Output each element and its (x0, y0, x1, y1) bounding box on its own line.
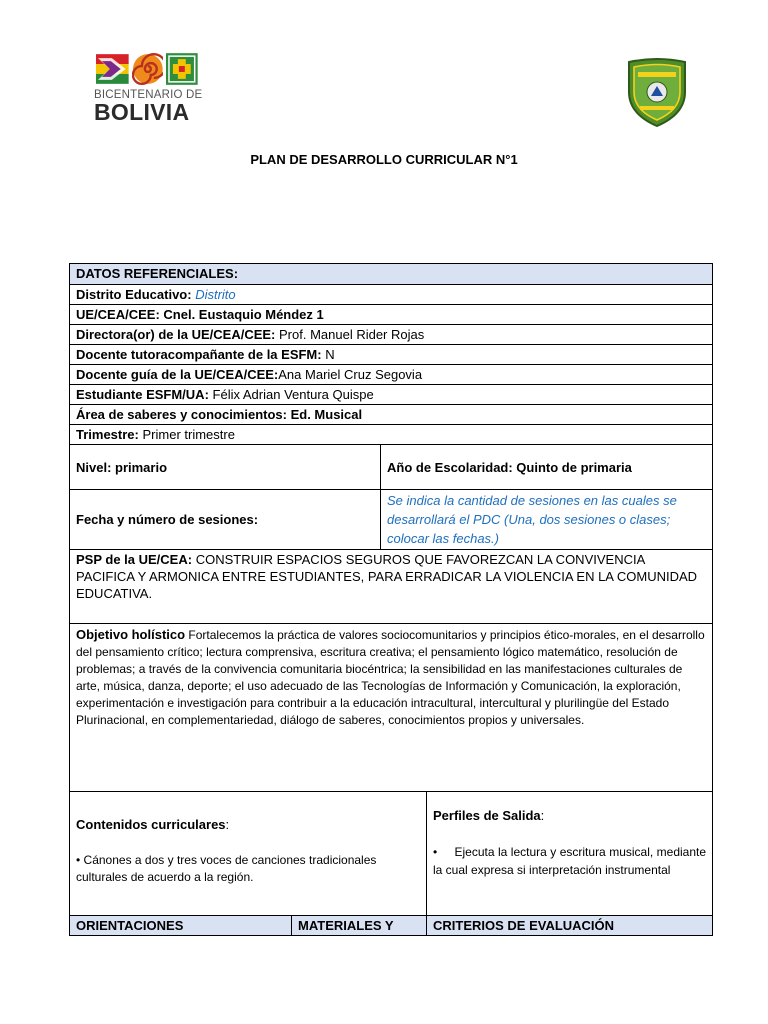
row-columns-header (70, 916, 713, 936)
contenidos-item-text: Cánones a dos y tres voces de canciones tradicionales culturales de acuerdo a la región. (76, 853, 377, 884)
distrito-cell (70, 285, 713, 305)
psp-label: PSP de la UE/CEA: (76, 552, 193, 567)
estudiante-cell (70, 385, 713, 405)
distrito-value: Distrito (195, 287, 236, 302)
objetivo-value: Fortalecemos la práctica de valores sociocomunitarios y principios ético-morales, en el desarrollo del pensamiento crítico; lectura comprensiva, escritura creativa; el pensamiento lógico matemático, resolución de problemas; a través de la convivencia comunitaria biocéntrica; la sensibilidad en las manifestaciones culturales de arte, música, danza, deporte; el uso adecuado de las Tecnologías de Información y Comunicación, la exploración, experimentación e investigación para contribuir a la educación intracultural, intercultural y plurilingüe del Estado Plurinacional, en complementariedad, diálogo de saberes, conocimientos propios y universales. (76, 628, 705, 727)
shield-icon (624, 56, 690, 128)
contenidos-cell (70, 792, 427, 916)
objetivo-cell (70, 624, 713, 792)
chakana-mark-icon (166, 52, 198, 86)
fecha-value-cell: Se indica la cantidad de sesiones en las cuales se desarrollará el PDC (Una, dos sesiones o clases; colocar las fechas.) (381, 490, 713, 550)
contenidos-label: Contenidos curriculares (76, 817, 226, 832)
contenidos-colon: : (225, 817, 230, 832)
nivel-cell: Nivel: primario (70, 445, 381, 490)
datos-referenciales-header: DATOS REFERENCIALES: (70, 264, 713, 285)
col-criterios: CRITERIOS DE EVALUACIÓN (427, 916, 713, 936)
row-fecha (70, 490, 713, 550)
area-cell: Área de saberes y conocimientos: Ed. Musical (70, 405, 713, 425)
perfiles-cell (427, 792, 713, 916)
col-materiales: MATERIALES Y (292, 916, 427, 936)
contenidos-list-item (76, 852, 420, 886)
bicentenario-marks (96, 52, 198, 86)
bullet-icon: • (76, 853, 81, 867)
row-docente-guia (70, 365, 713, 385)
psp-value: CONSTRUIR ESPACIOS SEGUROS QUE FAVOREZCAN LA CONVIVENCIA PACIFICA Y ARMONICA ENTRE ESTUDIANTES, PARA ERRADICAR LA VIOLENCIA EN LA COMUNIDAD EDUCATIVA. (76, 552, 698, 601)
perfiles-label: Perfiles de Salida (433, 808, 541, 823)
estudiante-label: Estudiante ESFM/UA: (76, 387, 209, 402)
docente-guia-value: Ana Mariel Cruz Segovia (278, 367, 423, 382)
docente-tutor-label: Docente tutoracompañante de la ESFM: (76, 347, 322, 362)
perfiles-colon: : (540, 808, 545, 823)
directora-cell (70, 325, 713, 345)
perfiles-list-item (433, 843, 706, 879)
trimestre-value: Primer trimestre (142, 427, 235, 442)
docente-guia-cell (70, 365, 713, 385)
trimestre-cell (70, 425, 713, 445)
school-shield-logo (624, 56, 690, 128)
row-docente-tutor (70, 345, 713, 365)
curricular-plan-table (69, 263, 713, 936)
spiral-mark-icon (132, 52, 164, 86)
ue-cell: UE/CEA/CEE: Cnel. Eustaquio Méndez 1 (70, 305, 713, 325)
row-nivel (70, 445, 713, 490)
perfiles-item-text: Ejecuta la lectura y escritura musical, mediante la cual expresa si interpretación instrumental (433, 845, 707, 877)
row-estudiante (70, 385, 713, 405)
row-ue (70, 305, 713, 325)
row-area (70, 405, 713, 425)
bullet-icon: • (433, 845, 438, 859)
anio-escolaridad-cell: Año de Escolaridad: Quinto de primaria (381, 445, 713, 490)
docente-tutor-cell (70, 345, 713, 365)
objetivo-label: Objetivo holístico (76, 627, 186, 642)
distrito-label: Distrito Educativo: (76, 287, 192, 302)
row-distrito (70, 285, 713, 305)
bicentenario-logo (94, 52, 203, 125)
col-orientaciones: ORIENTACIONES (70, 916, 292, 936)
perfiles-heading (433, 807, 706, 824)
flag-mark-icon (96, 52, 129, 86)
row-directora (70, 325, 713, 345)
psp-cell (70, 550, 713, 624)
fecha-label-cell: Fecha y número de sesiones: (70, 490, 381, 550)
row-objetivo (70, 624, 713, 792)
document-title: PLAN DE DESARROLLO CURRICULAR N°1 (250, 152, 518, 167)
trimestre-label: Trimestre: (76, 427, 139, 442)
directora-label: Directora(or) de la UE/CEA/CEE: (76, 327, 276, 342)
contenidos-heading (76, 816, 420, 833)
docente-guia-label: Docente guía de la UE/CEA/CEE: (76, 367, 279, 382)
row-contenidos-perfiles (70, 792, 713, 916)
row-datos-referenciales (70, 264, 713, 285)
logo-line-bicentenario: BICENTENARIO DE (94, 89, 203, 101)
directora-value: Prof. Manuel Rider Rojas (279, 327, 425, 342)
row-trimestre (70, 425, 713, 445)
row-psp (70, 550, 713, 624)
docente-tutor-value: N (325, 347, 335, 362)
estudiante-value: Félix Adrian Ventura Quispe (212, 387, 374, 402)
logo-line-bolivia: BOLIVIA (94, 99, 190, 125)
